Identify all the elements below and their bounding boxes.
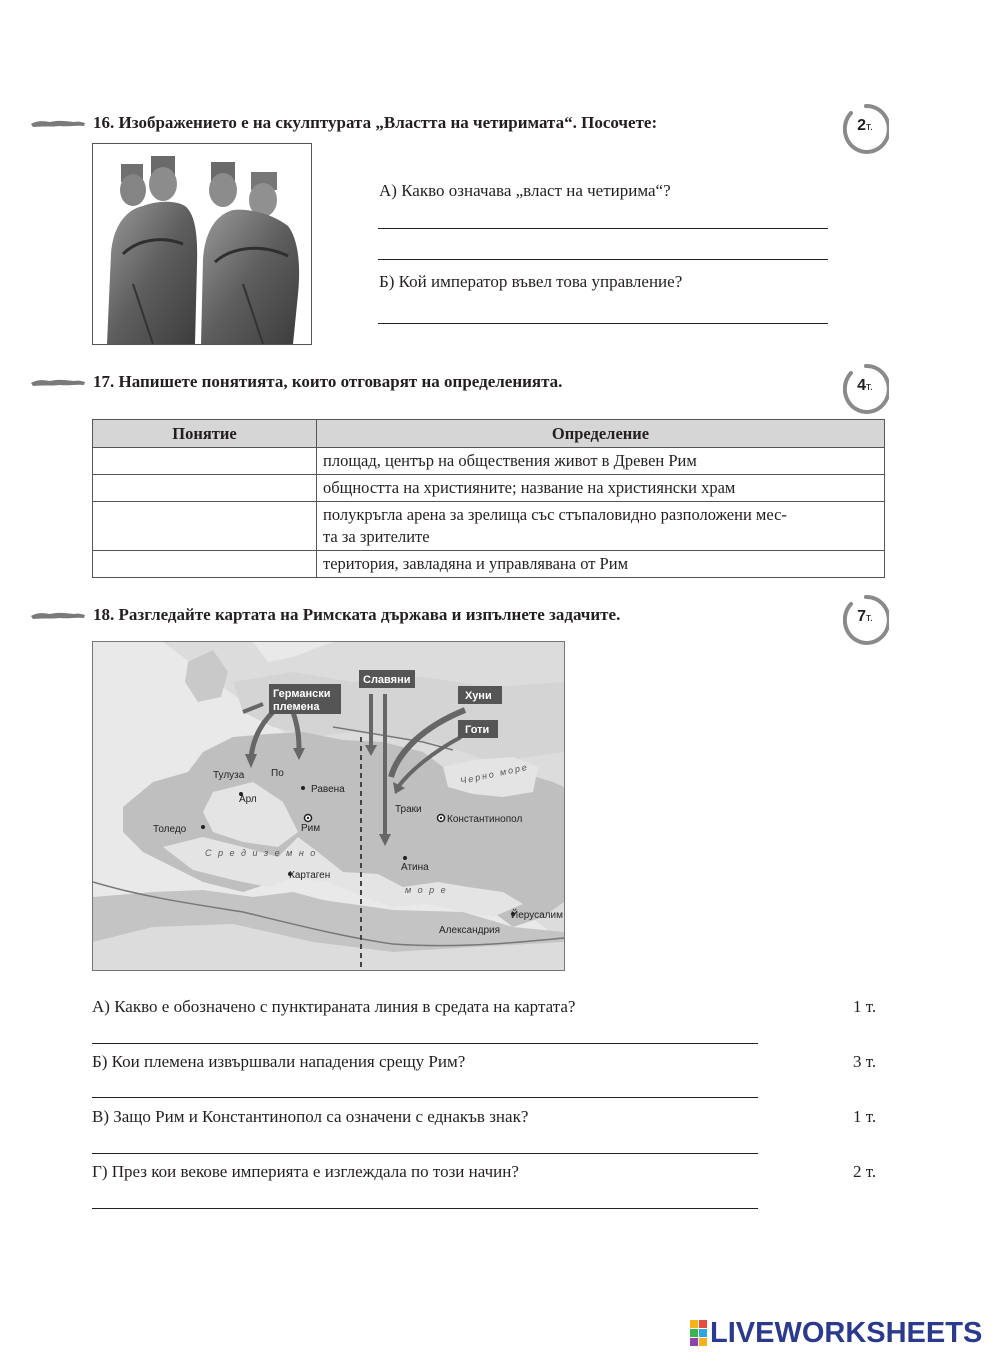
concept-input-cell[interactable] [93, 502, 317, 551]
question-16b: Б) Кой император въвел това управление? [379, 272, 683, 291]
definition-cell [317, 502, 885, 551]
city-label-carthage: Картаген [289, 870, 331, 881]
points-badge-16 [843, 103, 885, 149]
answer-line-16b[interactable] [378, 323, 828, 324]
concept-input-cell[interactable] [93, 551, 317, 578]
points-18a: 1 т. [853, 997, 877, 1016]
city-label-toledo: Толедо [153, 824, 187, 835]
city-label-ravenna: Равена [311, 784, 345, 795]
points-18b: 3 т. [853, 1052, 877, 1071]
table-row [93, 475, 885, 502]
points-value: 2 [857, 117, 867, 134]
tribe-label-germanic-2: племена [273, 701, 320, 713]
city-label-arl: Арл [239, 794, 257, 805]
question-18c: В) Защо Рим и Константинопол са означени с еднакъв знак? [92, 1107, 529, 1126]
city-label-thrace: Траки [395, 804, 422, 815]
roman-empire-map [92, 641, 565, 971]
brand-text: LIVEWORKSHEETS [710, 1316, 983, 1349]
city-label-constantinople: Константинопол [447, 814, 523, 825]
answer-line-16a-1[interactable] [378, 228, 828, 229]
definition-line: полукръгла арена за зрелища със стъпаловидно разположени мес- [323, 505, 787, 524]
answer-line-18d[interactable] [92, 1208, 758, 1209]
question-17-title: 17. Напишете понятията, които отговарят на определенията. [93, 372, 563, 391]
answer-line-18c[interactable] [92, 1153, 758, 1154]
tribe-label-huns: Хуни [465, 690, 492, 702]
question-18b: Б) Кои племена извършвали нападения срещу Рим? [92, 1052, 466, 1071]
tribe-label-goths: Готи [465, 724, 490, 736]
brush-stroke-icon [30, 377, 86, 387]
sea-label-black: Черно море [459, 761, 530, 786]
points-18d: 2 т. [853, 1162, 877, 1181]
question-16a: А) Какво означава „власт на четирима“? [379, 181, 671, 200]
definition-cell: територия, завладяна и управлявана от Рим [317, 551, 885, 578]
table-row [93, 448, 885, 475]
tribe-label-slavs: Славяни [363, 674, 411, 686]
city-label-tulusa: Тулуза [213, 770, 245, 781]
definition-cell: общността на християните; название на християнски храм [317, 475, 885, 502]
tribe-label-germanic-1: Германски [273, 688, 331, 700]
sea-label-med-1: С р е д и з е м н о [205, 848, 318, 858]
question-18-title: 18. Разгледайте картата на Римската държава и изпълнете задачите. [93, 605, 621, 624]
brush-stroke-icon [30, 118, 86, 128]
brush-stroke-icon [30, 610, 86, 620]
points-value: 4 [857, 377, 867, 394]
definitions-table [92, 419, 885, 578]
definition-line: та за зрителите [323, 527, 430, 546]
points-badge-17 [843, 363, 885, 409]
header-concept: Понятие [93, 420, 317, 448]
question-18d: Г) През кои векове империята е изглеждала по този начин? [92, 1162, 519, 1181]
points-unit: т. [866, 121, 873, 133]
sea-label-med-2: м о р е [405, 885, 448, 895]
points-18c: 1 т. [853, 1107, 877, 1126]
city-label-alexandria: Александрия [439, 925, 501, 936]
table-row [93, 551, 885, 578]
answer-line-18b[interactable] [92, 1097, 758, 1098]
points-unit: т. [866, 381, 873, 393]
header-definition: Определение [317, 420, 885, 448]
answer-line-16a-2[interactable] [378, 259, 828, 260]
points-unit: т. [866, 612, 873, 624]
logo-squares-icon [690, 1320, 707, 1346]
river-label-po: По [271, 768, 284, 779]
definition-cell: площад, център на обществения живот в Древен Рим [317, 448, 885, 475]
table-row [93, 502, 885, 551]
city-label-athens: Атина [401, 862, 429, 873]
points-badge-18 [843, 594, 885, 640]
concept-input-cell[interactable] [93, 448, 317, 475]
tetrarchs-sculpture-image [92, 143, 312, 345]
answer-line-18a[interactable] [92, 1043, 758, 1044]
city-label-rome: Рим [301, 823, 321, 834]
question-18a: А) Какво е обозначено с пунктираната линия в средата на картата? [92, 997, 576, 1016]
concept-input-cell[interactable] [93, 475, 317, 502]
liveworksheets-logo [690, 1318, 982, 1348]
table-header-row [93, 420, 885, 448]
city-label-jerusalem: Йерусалим [511, 910, 563, 921]
question-16-title: 16. Изображението е на скулптурата „Властта на четиримата“. Посочете: [93, 113, 658, 132]
points-value: 7 [857, 608, 867, 625]
